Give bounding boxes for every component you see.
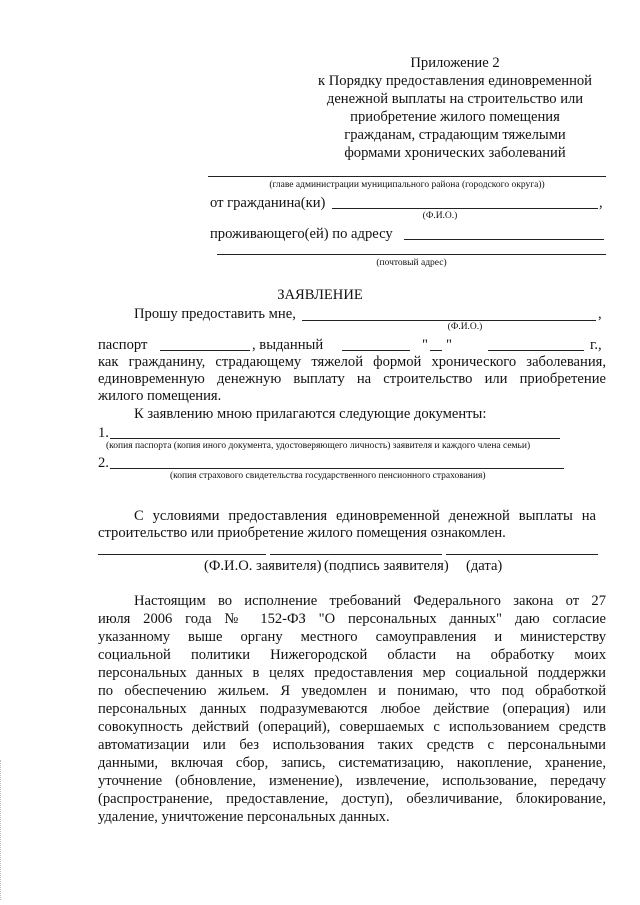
statement-title: ЗАЯВЛЕНИЕ	[277, 287, 363, 303]
consent-line: персональных данных подразумеваются любое действие (операция) или	[98, 701, 606, 717]
addressee-line[interactable]	[208, 176, 606, 177]
applicant-signature-line[interactable]	[270, 554, 442, 555]
consent-line: персональных данных в целях предоставления мер социальной поддержки	[98, 665, 606, 681]
appendix-line: формами хронических заболеваний	[344, 145, 566, 161]
appendix-title: Приложение 2	[410, 55, 500, 71]
quote-close: "	[446, 337, 452, 353]
from-label: от гражданина(ки)	[210, 195, 326, 211]
documents-intro: К заявлению мною прилагаются следующие документы:	[134, 406, 487, 422]
acknowledgement-line: С условиями предоставления единовременной денежной выплаты на	[134, 508, 596, 524]
appendix-line: денежной выплаты на строительство или	[326, 91, 584, 107]
consent-line: указанному выше органу местного самоуправления и министерству	[98, 629, 606, 645]
from-trail: ,	[599, 195, 603, 211]
year-suffix: г.,	[590, 337, 602, 353]
consent-line: совокупность действий (операций), совершаемых с использованием средств	[98, 719, 606, 735]
quote-open: "	[422, 337, 428, 353]
request-trail: ,	[598, 306, 602, 322]
issue-month-line[interactable]	[488, 350, 584, 351]
postal-caption: (почтовый адрес)	[376, 258, 447, 268]
passport-number-line[interactable]	[160, 350, 250, 351]
appendix-line: гражданам, страдающим тяжелыми	[344, 127, 566, 143]
issued-by-line[interactable]	[342, 350, 410, 351]
from-fio-line[interactable]	[332, 208, 598, 209]
document-1-line[interactable]	[110, 438, 560, 439]
consent-line: удаление, уничтожение персональных данных.	[98, 809, 390, 825]
request-fio-line[interactable]	[302, 320, 596, 321]
consent-line: (распространение, предоставление, доступ), обезличивание, блокирование,	[98, 791, 606, 807]
consent-line: данными, включая сбор, запись, систематизацию, накопление, хранение,	[98, 755, 606, 771]
applicant-date-line[interactable]	[446, 554, 598, 555]
applicant-fio-caption: (Ф.И.О. заявителя)	[204, 558, 322, 574]
consent-line: автоматизации или без использования таких средств с персональными	[98, 737, 606, 753]
fio-caption: (Ф.И.О.)	[422, 211, 458, 221]
address-line[interactable]	[404, 239, 604, 240]
passport-label: паспорт	[98, 337, 148, 353]
address-line-2[interactable]	[217, 254, 606, 255]
consent-line: июля 2006 года № 152-ФЗ "О персональных данных" даю согласие	[98, 611, 606, 627]
consent-line: по обеспечению жильем. Я уведомлен и понимаю, что под обработкой	[98, 683, 606, 699]
issued-label: , выданный	[252, 337, 324, 353]
appendix-line: к Порядку предоставления единовременной	[318, 73, 592, 89]
statement-body-line: как гражданину, страдающему тяжелой формой хронического заболевания,	[98, 354, 606, 370]
acknowledgement-line: строительство или приобретение жилого помещения ознакомлен.	[98, 525, 506, 541]
document-2-line[interactable]	[110, 468, 564, 469]
consent-line: уточнение (обновление, изменение), извлечение, использование, передачу	[98, 773, 606, 789]
appendix-line: приобретение жилого помещения	[350, 109, 560, 125]
applicant-date-caption: (дата)	[466, 558, 503, 574]
statement-body-line: единовременную денежную выплату на строительство или приобретение	[98, 371, 606, 387]
address-label: проживающего(ей) по адресу	[210, 226, 393, 242]
request-label: Прошу предоставить мне,	[134, 306, 296, 322]
document-number: 2.	[98, 455, 109, 471]
document-number: 1.	[98, 425, 109, 441]
consent-line: социальной политики Нижегородской области на обработку моих	[98, 647, 606, 663]
scan-edge-artifact	[0, 760, 3, 900]
document-1-caption: (копия паспорта (копия иного документа, удостоверяющего личность) заявителя и каждого члена семьи)	[106, 441, 531, 451]
applicant-fio-line[interactable]	[98, 554, 266, 555]
applicant-signature-caption: (подпись заявителя)	[324, 558, 449, 574]
document-2-caption: (копия страхового свидетельства государственного пенсионного страхования)	[170, 471, 486, 481]
statement-body-line: жилого помещения.	[98, 388, 222, 404]
addressee-caption: (главе администрации муниципального района (городского округа))	[269, 180, 545, 190]
issue-day-line[interactable]	[430, 350, 442, 351]
consent-line: Настоящим во исполнение требований Федерального закона от 27	[134, 593, 606, 609]
request-fio-caption: (Ф.И.О.)	[447, 322, 483, 332]
